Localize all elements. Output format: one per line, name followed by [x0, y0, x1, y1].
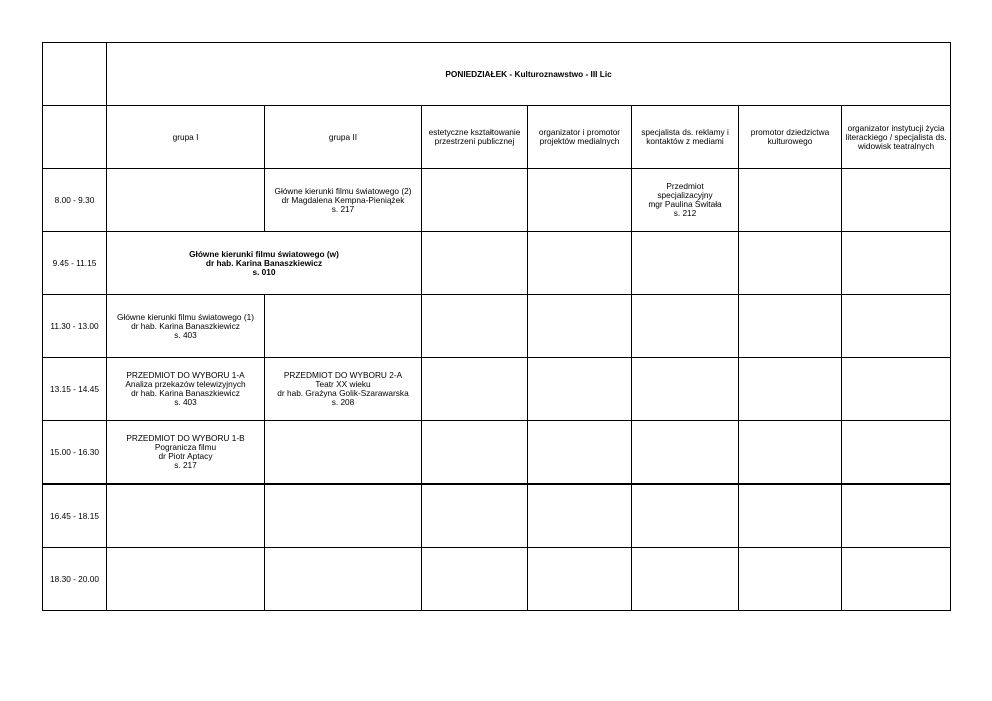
time-slot-row	[43, 169, 951, 232]
class-cell-organizator	[528, 169, 632, 232]
time-cell: 9.45 - 11.15	[43, 232, 107, 295]
class-cell-g1	[107, 295, 265, 358]
title-row	[43, 43, 951, 106]
class-cell-estetyczne	[422, 358, 528, 421]
class-cell-estetyczne	[422, 548, 528, 611]
class-cell-reklama	[632, 358, 739, 421]
header-estetyczne: estetyczne kształtowanie przestrzeni publicznej	[422, 106, 528, 169]
class-teacher: dr Piotr Aptacy	[158, 451, 213, 461]
class-cell-dziedzictwo	[739, 548, 842, 611]
header-grupa-2: grupa II	[265, 106, 422, 169]
class-cell-organizator	[528, 548, 632, 611]
class-cell-g2	[265, 484, 422, 548]
class-cell-g2	[265, 169, 422, 232]
class-teacher: dr hab. Karina Banaszkiewicz	[131, 320, 240, 331]
class-cell-reklama	[632, 169, 739, 232]
class-cell-estetyczne	[422, 484, 528, 548]
class-cell-dziedzictwo	[739, 421, 842, 485]
class-room: s. 208	[331, 397, 355, 407]
class-teacher: mgr Paulina Świtała	[648, 199, 722, 209]
class-cell-g1	[107, 358, 265, 421]
class-cell-instytucje	[842, 169, 951, 232]
time-cell: 18.30 - 20.00	[43, 548, 107, 611]
class-cell-organizator	[528, 484, 632, 548]
class-teacher: dr hab. Karina Banaszkiewicz	[131, 388, 240, 398]
class-cell-g1	[107, 169, 265, 232]
time-cell: 11.30 - 13.00	[43, 295, 107, 358]
class-cell-reklama	[632, 484, 739, 548]
class-teacher: dr Magdalena Kempna-Pieniążek	[281, 194, 405, 205]
class-room: s. 010	[252, 266, 276, 277]
schedule-table	[42, 42, 951, 611]
header-grupa-1: grupa I	[107, 106, 265, 169]
class-cell-lecture	[107, 232, 422, 295]
class-subject: PRZEDMIOT DO WYBORU 2-A	[283, 370, 403, 380]
class-cell-organizator	[528, 232, 632, 295]
class-cell-estetyczne	[422, 295, 528, 358]
time-cell: 13.15 - 14.45	[43, 358, 107, 421]
class-cell-instytucje	[842, 232, 951, 295]
class-subject: PRZEDMIOT DO WYBORU 1-A	[126, 370, 245, 380]
class-room: s. 217	[174, 460, 197, 470]
header-specjalista-reklamy: specjalista ds. reklamy i kontaktów z mediami	[632, 106, 739, 169]
class-room: s. 403	[174, 329, 197, 340]
class-cell-reklama	[632, 295, 739, 358]
header-organizator-promotor: organizator i promotor projektów medialnych	[528, 106, 632, 169]
class-cell-g1	[107, 548, 265, 611]
header-promotor-dziedzictwa: promotor dziedzictwa kulturowego	[739, 106, 842, 169]
class-cell-instytucje	[842, 295, 951, 358]
time-slot-row	[43, 232, 951, 295]
class-subject: specjalizacyjny	[657, 190, 713, 200]
class-cell-dziedzictwo	[739, 295, 842, 358]
class-room: s. 217	[331, 203, 355, 214]
class-cell-dziedzictwo	[739, 232, 842, 295]
header-corner-cell	[43, 106, 107, 169]
time-slot-row	[43, 484, 951, 548]
class-cell-instytucje	[842, 421, 951, 485]
class-subject: Teatr XX wieku	[315, 379, 371, 389]
class-subject: PRZEDMIOT DO WYBORU 1-B	[126, 433, 245, 443]
class-cell-g2	[265, 295, 422, 358]
class-cell-instytucje	[842, 484, 951, 548]
time-cell: 15.00 - 16.30	[43, 421, 107, 485]
class-cell-estetyczne	[422, 232, 528, 295]
class-cell-instytucje	[842, 548, 951, 611]
corner-cell	[43, 43, 107, 106]
class-room: s. 403	[174, 397, 197, 407]
class-subject: Główne kierunki filmu światowego (1)	[117, 311, 254, 322]
class-cell-organizator	[528, 358, 632, 421]
time-slot-row	[43, 421, 951, 485]
class-cell-g2	[265, 358, 422, 421]
class-cell-g2	[265, 421, 422, 485]
header-row	[43, 106, 951, 169]
class-subject: Główne kierunki filmu światowego (w)	[189, 248, 339, 259]
class-subject: Przedmiot	[666, 181, 704, 191]
time-slot-row	[43, 358, 951, 421]
time-slot-row	[43, 548, 951, 611]
class-cell-dziedzictwo	[739, 484, 842, 548]
class-cell-g2	[265, 548, 422, 611]
class-cell-dziedzictwo	[739, 358, 842, 421]
class-subject: Analiza przekazów telewizyjnych	[125, 379, 246, 389]
class-cell-g1	[107, 421, 265, 485]
class-cell-instytucje	[842, 358, 951, 421]
class-subject: Główne kierunki filmu światowego (2)	[274, 185, 412, 196]
class-cell-reklama	[632, 548, 739, 611]
class-cell-estetyczne	[422, 169, 528, 232]
class-room: s. 212	[673, 208, 697, 218]
class-cell-dziedzictwo	[739, 169, 842, 232]
page-title: PONIEDZIAŁEK - Kulturoznawstwo - III Lic	[107, 43, 951, 106]
time-cell: 16.45 - 18.15	[43, 484, 107, 548]
class-cell-organizator	[528, 295, 632, 358]
class-cell-organizator	[528, 421, 632, 485]
class-teacher: dr hab. Karina Banaszkiewicz	[205, 257, 323, 268]
time-cell: 8.00 - 9.30	[43, 169, 107, 232]
class-teacher: dr hab. Grażyna Golik-Szarawarska	[277, 388, 409, 398]
time-slot-row	[43, 295, 951, 358]
header-organizator-instytucji: organizator instytucji życia literackiego / specjalista ds. widowisk teatralnych	[842, 106, 951, 169]
class-cell-reklama	[632, 232, 739, 295]
class-subject: Pogranicza filmu	[154, 442, 217, 452]
class-cell-reklama	[632, 421, 739, 485]
class-cell-estetyczne	[422, 421, 528, 485]
class-cell-g1	[107, 484, 265, 548]
